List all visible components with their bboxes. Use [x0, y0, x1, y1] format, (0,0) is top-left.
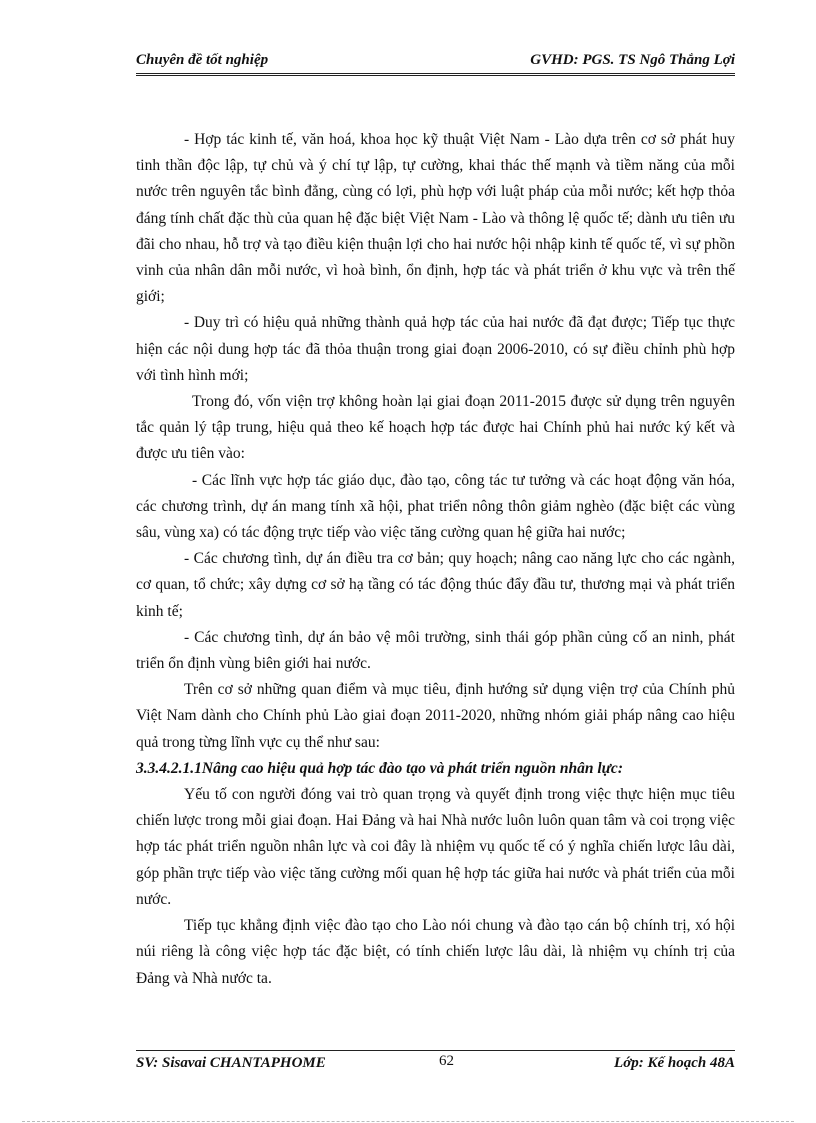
header-divider: [136, 73, 735, 76]
paragraph-cooperation-principles: - Hợp tác kinh tế, văn hoá, khoa học kỹ thuật Việt Nam - Lào dựa trên cơ sở phát huy tinh thần độc lập, tự chủ và ý chí tự lập, tự cường, khai thác thế mạnh và tiềm năng của mỗi nước trên nguyên tắc bình đẳng, cùng có lợi, phù hợp với luật pháp của mỗi nước; kết hợp thỏa đáng tính chất đặc thù của quan hệ đặc biệt Việt Nam - Lào và thông lệ quốc tế; dành ưu tiên ưu đãi cho nhau, hỗ trợ và tạo điều kiện thuận lợi cho hai nước hội nhập kinh tế quốc tế, vì sự phồn vinh của nhân dân mỗi nước, vì hoà bình, ổn định, hợp tác và phát triển ở khu vực và trên thế giới;: [136, 131, 735, 306]
header-supervisor: GVHD: PGS. TS Ngô Thắng Lợi: [530, 52, 735, 68]
page-edge: [22, 1121, 794, 1122]
paragraph-environment-programs: - Các chương tình, dự án bảo vệ môi trường, sinh thái góp phần củng cố an ninh, phát triển ổn định vùng biên giới hai nước.: [136, 628, 735, 673]
footer-divider: [136, 1050, 735, 1051]
paragraph-maintain-results: - Duy trì có hiệu quả những thành quả hợp tác của hai nước đã đạt được; Tiếp tục thực hiện các nội dung hợp tác đã thỏa thuận trong giai đoạn 2006-2010, có sự điều chỉnh phù hợp với tình hình mới;: [136, 314, 735, 384]
paragraph-survey-programs: - Các chương tình, dự án điều tra cơ bản; quy hoạch; nâng cao năng lực cho các ngành, cơ quan, tổ chức; xây dựng cơ sở hạ tầng có tác động thúc đẩy đầu tư, thương mại và phát triển kinh tế;: [136, 550, 735, 620]
page-number: 62: [439, 1053, 454, 1069]
footer-class: Lớp: Kế hoạch 48A: [614, 1055, 735, 1071]
paragraph-training-laos: Tiếp tục khẳng định việc đào tạo cho Lào nói chung và đào tạo cán bộ chính trị, xó hội núi riêng là công việc hợp tác đặc biệt, có tính chiến lược lâu dài, là nhiệm vụ chính trị của Đảng và Nhà nước ta.: [136, 917, 735, 987]
footer-student: SV: Sisavai CHANTAPHOME: [136, 1055, 326, 1071]
section-heading: 3.3.4.2.1.1Nâng cao hiệu quả hợp tác đào tạo và phát triển nguồn nhân lực:: [136, 759, 623, 777]
document-body: [136, 127, 735, 992]
header-document-type: Chuyên đề tốt nghiệp: [136, 52, 269, 68]
paragraph-human-factor: Yếu tố con người đóng vai trò quan trọng và quyết định trong việc thực hiện mục tiêu chiến lược trong mỗi giai đoạn. Hai Đảng và hai Nhà nước luôn luôn quan tâm và coi trọng việc hợp tác phát triển nguồn nhân lực và coi đây là nhiệm vụ quốc tế có ý nghĩa chiến lược lâu dài, góp phần trực tiếp vào việc tăng cường mối quan hệ hợp tác giữa hai nước và phát triển của mỗi nước.: [136, 786, 735, 908]
paragraph-education-fields: - Các lĩnh vực hợp tác giáo dục, đào tạo, công tác tư tưởng và các hoạt động văn hóa, các chương trình, dự án mang tính xã hội, phat triển nông thôn giảm nghèo (đặc biệt các vùng sâu, vùng xa) có tác động trực tiếp vào việc tăng cường quan hệ giữa hai nước;: [136, 471, 735, 542]
paragraph-aid-usage: Trong đó, vốn viện trợ không hoàn lại giai đoạn 2011-2015 được sử dụng trên nguyên tắc quản lý tập trung, hiệu quả theo kế hoạch hợp tác được hai Chính phủ hai nước ký kết và được ưu tiên vào:: [136, 393, 735, 463]
page-footer: [136, 1053, 735, 1075]
paragraph-solution-groups: Trên cơ sở những quan điểm và mục tiêu, định hướng sử dụng viện trợ của Chính phủ Việt Nam dành cho Chính phủ Lào giai đoạn 2011-2020, những nhóm giải pháp nâng cao hiệu quả trong từng lĩnh vực cụ thể như sau:: [136, 681, 735, 751]
page-header: [136, 50, 735, 72]
